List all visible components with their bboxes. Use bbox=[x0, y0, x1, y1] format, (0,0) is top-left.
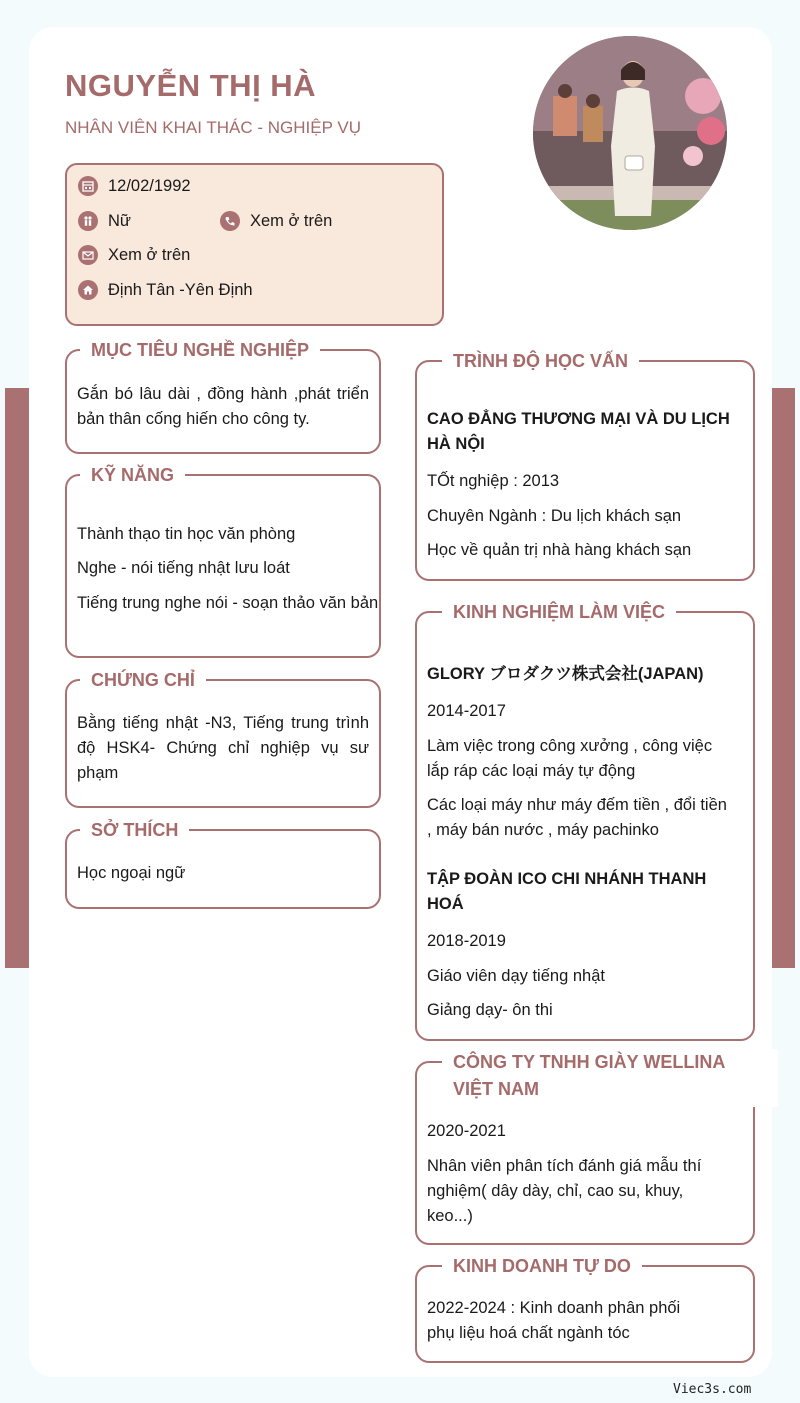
job-line: Các loại máy như máy đếm tiền , đổi tiền , máy bán nước , máy pachinko bbox=[427, 796, 727, 839]
calendar-icon bbox=[78, 176, 98, 196]
job-line: Làm việc trong công xưởng , công việc lắp ráp các loại máy tự động bbox=[427, 737, 713, 780]
candidate-name: NGUYỄN THỊ HÀ bbox=[65, 68, 317, 103]
skill-item: Thành thạo tin học văn phòng bbox=[77, 525, 296, 543]
objective-title: MỤC TIÊU NGHỀ NGHIỆP bbox=[80, 338, 320, 362]
profile-photo bbox=[533, 36, 727, 230]
education-line: Học về quản trị nhà hàng khách sạn bbox=[427, 541, 692, 559]
left-accent-band bbox=[5, 388, 29, 968]
certificates-title: CHỨNG CHỈ bbox=[80, 668, 206, 692]
job-period: 2018-2019 bbox=[427, 932, 506, 950]
gender-row bbox=[78, 211, 131, 231]
skill-item: Nghe - nói tiếng nhật lưu loát bbox=[77, 559, 290, 577]
phone-row bbox=[220, 211, 332, 231]
job-company: TẬP ĐOÀN ICO CHI NHÁNH THANH HOÁ bbox=[427, 870, 707, 913]
home-icon bbox=[78, 280, 98, 300]
gender-value: Nữ bbox=[108, 211, 131, 230]
address-row bbox=[78, 280, 253, 300]
objective-text: Gắn bó lâu dài , đồng hành ,phát triển bản thân cống hiến cho công ty. bbox=[77, 385, 369, 428]
freelance-title: KINH DOANH TỰ DO bbox=[442, 1254, 642, 1278]
job-company: GLORY ブロダクツ株式会社(JAPAN) bbox=[427, 665, 704, 683]
wellina-title: CÔNG TY TNHH GIÀY WELLINA VIỆT NAM bbox=[442, 1049, 778, 1107]
job-line: Giáo viên dạy tiếng nhật bbox=[427, 967, 605, 985]
candidate-position: NHÂN VIÊN KHAI THÁC - NGHIỆP VỤ bbox=[65, 118, 361, 137]
phone-icon bbox=[220, 211, 240, 231]
skill-item: Tiếng trung nghe nói - soạn thảo văn bản bbox=[77, 594, 379, 612]
hobbies-title: SỞ THÍCH bbox=[80, 818, 189, 842]
phone-value[interactable]: Xem ở trên bbox=[250, 211, 333, 230]
site-watermark[interactable]: Viec3s.com bbox=[673, 1382, 752, 1397]
job-period: 2014-2017 bbox=[427, 702, 506, 720]
education-line: TỐt nghiệp : 2013 bbox=[427, 472, 560, 490]
birthday-row bbox=[78, 176, 191, 196]
education-school: CAO ĐẲNG THƯƠNG MẠI VÀ DU LỊCH HÀ NỘI bbox=[427, 410, 730, 453]
email-value[interactable]: Xem ở trên bbox=[108, 245, 191, 264]
address-value: Định Tân -Yên Định bbox=[108, 280, 253, 299]
job-line: Giảng dạy- ôn thi bbox=[427, 1001, 553, 1019]
email-row bbox=[78, 245, 190, 265]
education-title: TRÌNH ĐỘ HỌC VẤN bbox=[442, 349, 639, 373]
gender-icon bbox=[78, 211, 98, 231]
freelance-text: 2022-2024 : Kinh doanh phân phối phụ liệu hoá chất ngành tóc bbox=[427, 1299, 681, 1342]
education-line: Chuyên Ngành : Du lịch khách sạn bbox=[427, 507, 682, 525]
wellina-text: Nhân viên phân tích đánh giá mẫu thí nghiệm( dây dày, chỉ, cao su, khuy, keo...) bbox=[427, 1157, 702, 1225]
birthday-value: 12/02/1992 bbox=[108, 176, 191, 195]
right-accent-band bbox=[772, 388, 795, 968]
wellina-period: 2020-2021 bbox=[427, 1122, 506, 1140]
hobbies-text: Học ngoại ngữ bbox=[77, 864, 186, 882]
certificates-text: Bằng tiếng nhật -N3, Tiếng trung trình độ HSK4- Chứng chỉ nghiệp vụ sư phạm bbox=[77, 714, 369, 782]
experience-title: KINH NGHIỆM LÀM VIỆC bbox=[442, 600, 676, 624]
contact-info-box bbox=[65, 163, 444, 326]
email-icon bbox=[78, 245, 98, 265]
skills-title: KỸ NĂNG bbox=[80, 463, 185, 487]
